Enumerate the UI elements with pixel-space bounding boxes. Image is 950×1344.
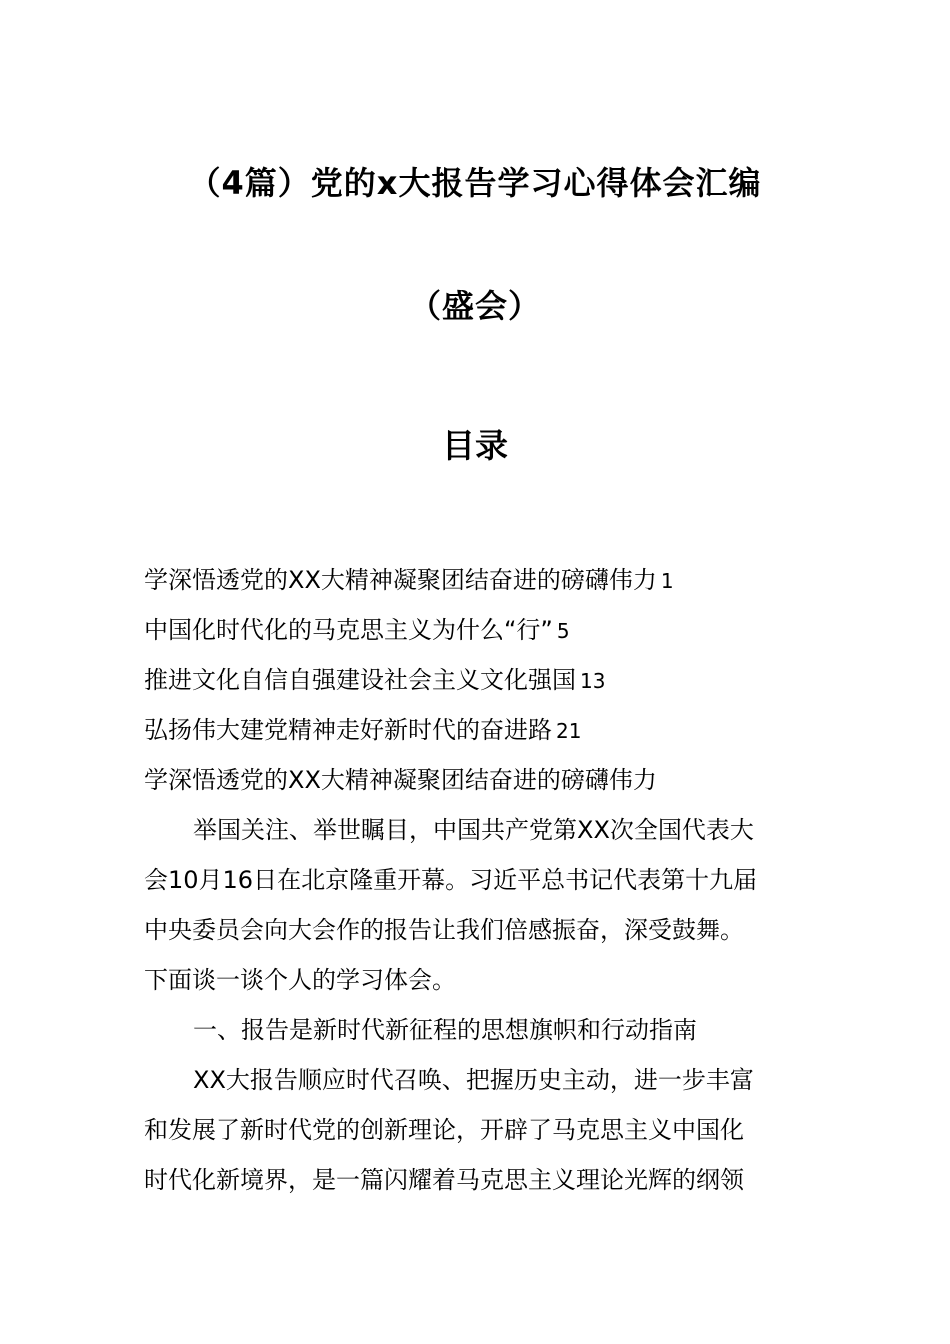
- section-heading: 一、报告是新时代新征程的思想旗帜和行动指南: [193, 1016, 697, 1044]
- paragraph-line: 和发展了新时代党的创新理论，开辟了马克思主义中国化: [144, 1116, 744, 1144]
- toc-item-title: 中国化时代化的马克思主义为什么“行”: [144, 616, 553, 644]
- toc-item-title: 推进文化自信自强建设社会主义文化强国: [144, 666, 576, 694]
- toc-item[interactable]: [144, 665, 605, 696]
- toc-item-page: 5: [556, 619, 570, 643]
- paragraph-line: XX大报告顺应时代召唤、把握历史主动，进一步丰富: [193, 1066, 754, 1094]
- paragraph-line: 会10月16日在北京隆重开幕。习近平总书记代表第十九届: [144, 866, 758, 894]
- toc-item[interactable]: [144, 565, 674, 596]
- toc-item-page: 13: [580, 669, 606, 693]
- paragraph-line: 中央委员会向大会作的报告让我们倍感振奋，深受鼓舞。: [144, 916, 744, 944]
- toc-item-page: 21: [556, 719, 582, 743]
- toc-item[interactable]: [144, 615, 570, 646]
- toc-item[interactable]: [144, 715, 581, 746]
- toc-item-page: 1: [660, 569, 674, 593]
- toc-heading: 目录: [442, 426, 508, 465]
- paragraph-line: 举国关注、举世瞩目，中国共产党第XX次全国代表大: [193, 816, 754, 844]
- document-title: （4篇）党的x大报告学习心得体会汇编: [188, 164, 762, 202]
- toc-item-title: 弘扬伟大建党精神走好新时代的奋进路: [144, 716, 552, 744]
- paragraph-line: 时代化新境界，是一篇闪耀着马克思主义理论光辉的纲领: [144, 1166, 744, 1194]
- toc-item-title: 学深悟透党的XX大精神凝聚团结奋进的磅礴伟力: [144, 566, 657, 594]
- article-heading: 学深悟透党的XX大精神凝聚团结奋进的磅礴伟力: [144, 766, 657, 794]
- paragraph-line: 下面谈一谈个人的学习体会。: [144, 966, 456, 994]
- document-subtitle: （盛会）: [408, 287, 541, 325]
